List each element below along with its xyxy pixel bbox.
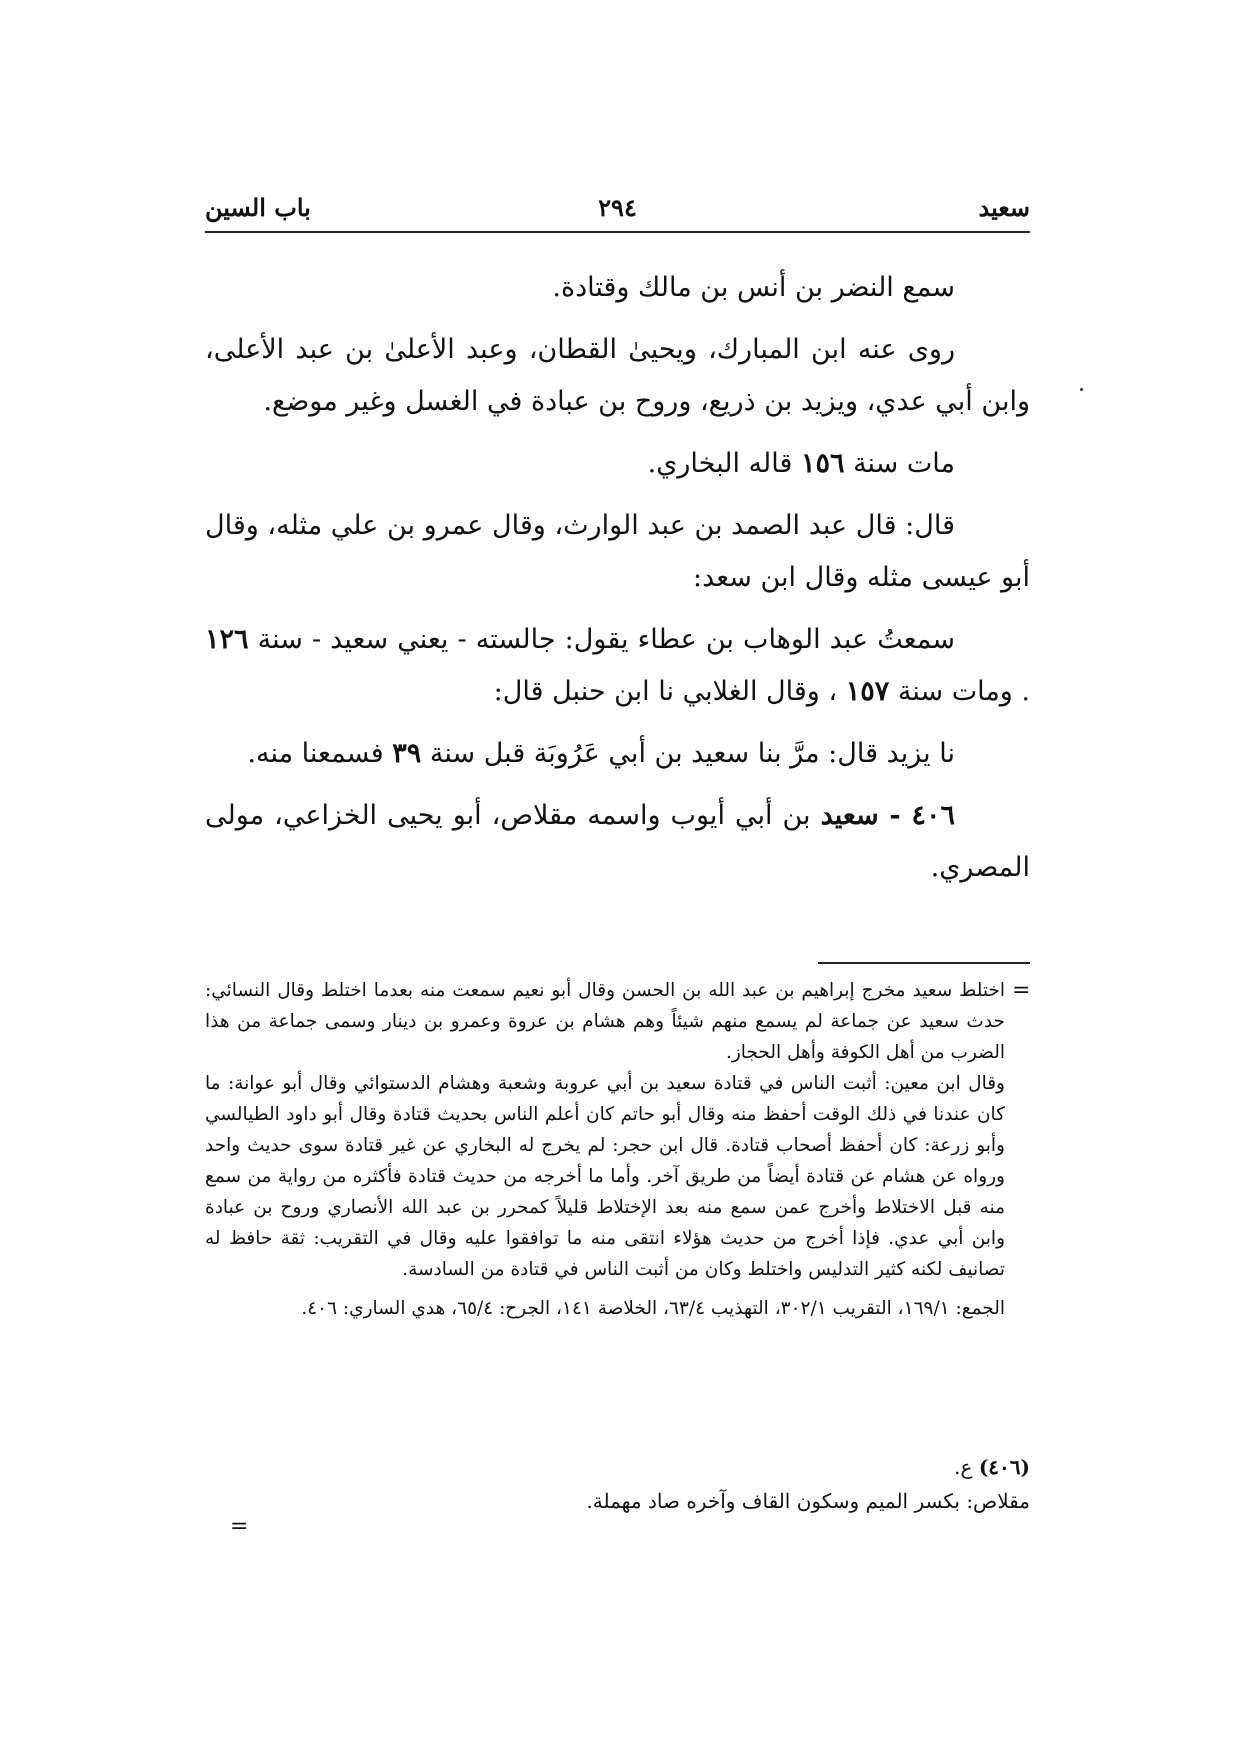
death-text-before: مات سنة bbox=[853, 448, 955, 479]
header-divider bbox=[205, 231, 1030, 233]
paragraph-heard-from: سمع النضر بن أنس بن مالك وقتادة. bbox=[552, 272, 955, 303]
footnote-paragraph-1: اختلط سعيد مخرج إبراهيم بن عبد الله بن الحسن وقال أبو نعيم سمعت منه بعدما اختلط وقال النسائي: حدث سعيد عن جماعة لم يسمع منهم شيئاً وهم هشام بن عروة وعمرو بن دينار وسمى جماعة من هذا الضرب من أهل الكوفة وأهل الحجاز. bbox=[205, 980, 1005, 1063]
footnote-406-label-line bbox=[205, 1450, 1030, 1484]
footnote-references: الجمع: ١٦٩/١، التقريب ٣٠٢/١، التهذيب ٦٣/٤، الخلاصة ١٤١، الجرح: ٦٥/٤، هدي الساري: ٤٠٦. bbox=[301, 1298, 1005, 1319]
page-number: ٢٩٤ bbox=[598, 193, 637, 222]
footnotes bbox=[205, 975, 1005, 1324]
death-text-after: قاله البخاري. bbox=[647, 448, 793, 479]
abdulwahhab-year-1: ١٢٦ bbox=[205, 624, 249, 655]
footnote-bottom-mark: = bbox=[230, 1514, 249, 1539]
paragraph-death bbox=[205, 438, 1030, 490]
footnote-406-number: (٤٠٦) bbox=[978, 1455, 1030, 1479]
footnote-continuation-mark: = bbox=[1012, 978, 1031, 1003]
header-chapter-title: باب السين bbox=[205, 193, 311, 222]
footnote-406 bbox=[205, 1450, 1030, 1518]
main-text bbox=[205, 262, 1030, 904]
paragraph-abdulwahhab bbox=[205, 614, 1030, 718]
yazid-text-before: نا يزيد قال: مرَّ بنا سعيد بن أبي عَرُوبَة قبل سنة bbox=[429, 738, 955, 769]
paragraph-sayings: قال: قال عبد الصمد بن عبد الوارث، وقال عمرو بن علي مثله، وقال أبو عيسى مثله وقال ابن سعد: bbox=[205, 510, 1030, 593]
entry-406-text: بن أبي أيوب واسمه مقلاص، أبو يحيى الخزاعي، مولى المصري. bbox=[205, 800, 1030, 883]
footnote-406-code: ع. bbox=[954, 1455, 973, 1479]
footnote-divider bbox=[818, 962, 1030, 964]
margin-dot bbox=[1080, 388, 1083, 391]
death-year: ١٥٦ bbox=[800, 448, 845, 479]
paragraph-yazid bbox=[205, 728, 1030, 780]
abdulwahhab-text-before: سمعتُ عبد الوهاب بن عطاء يقول: جالسته - يعني سعيد - سنة bbox=[257, 624, 955, 655]
yazid-text-after: فسمعنا منه. bbox=[247, 738, 384, 769]
footnote-paragraph-2: وقال ابن معين: أثبت الناس في قتادة سعيد بن أبي عروبة وشعبة وهشام الدستوائي وقال أبو عوانة: ما كان عندنا في ذلك الوقت أحفظ منه وقال أبو حاتم كان أعلم الناس بحديث قتادة وقال أبو داود الطيالسي وأبو زرعة: كان أحفظ أصحاب قتادة. قال ابن حجر: لم يخرج له البخاري عن غير قتادة سوى حديث واحد ورواه عن هشام عن قتادة أيضاً من طريق آخر. وأما ما أخرجه من حديث قتادة فأكثره من رواية من سمع منه قبل الاختلاط وأخرج عمن سمع منه بعد الإختلاط قليلاً كمحرر بن عبد الله الأنصاري وروح بن عبادة وابن أبي عدي. فإذا أخرج من حديث هؤلاء انتقى منه ما توافقوا عليه وقال في التقريب: ثقة حافظ له تصانيف لكنه كثير التدليس واختلط وكان من أثبت الناس في قتادة من السادسة. bbox=[205, 1073, 1005, 1280]
abdulwahhab-text-after: ، وقال الغلابي نا ابن حنبل قال: bbox=[493, 676, 838, 707]
entry-406 bbox=[205, 790, 1030, 894]
abdulwahhab-year-2: ١٥٧ bbox=[845, 676, 890, 707]
header-entry-word: سعيد bbox=[978, 193, 1030, 222]
footnote-406-text: مقلاص: بكسر الميم وسكون القاف وآخره صاد مهملة. bbox=[586, 1489, 1030, 1513]
entry-406-heading: ٤٠٦ - سعيد bbox=[820, 800, 955, 831]
running-header bbox=[205, 188, 1030, 228]
yazid-year: ٣٩ bbox=[392, 738, 422, 769]
abdulwahhab-text-mid: . ومات سنة bbox=[897, 676, 1030, 707]
paragraph-narrators: روى عنه ابن المبارك، ويحيىٰ القطان، وعبد الأعلىٰ بن عبد الأعلى، وابن أبي عدي، ويزيد بن ذريع، وروح بن عبادة في الغسل وغير موضع. bbox=[205, 334, 1030, 417]
